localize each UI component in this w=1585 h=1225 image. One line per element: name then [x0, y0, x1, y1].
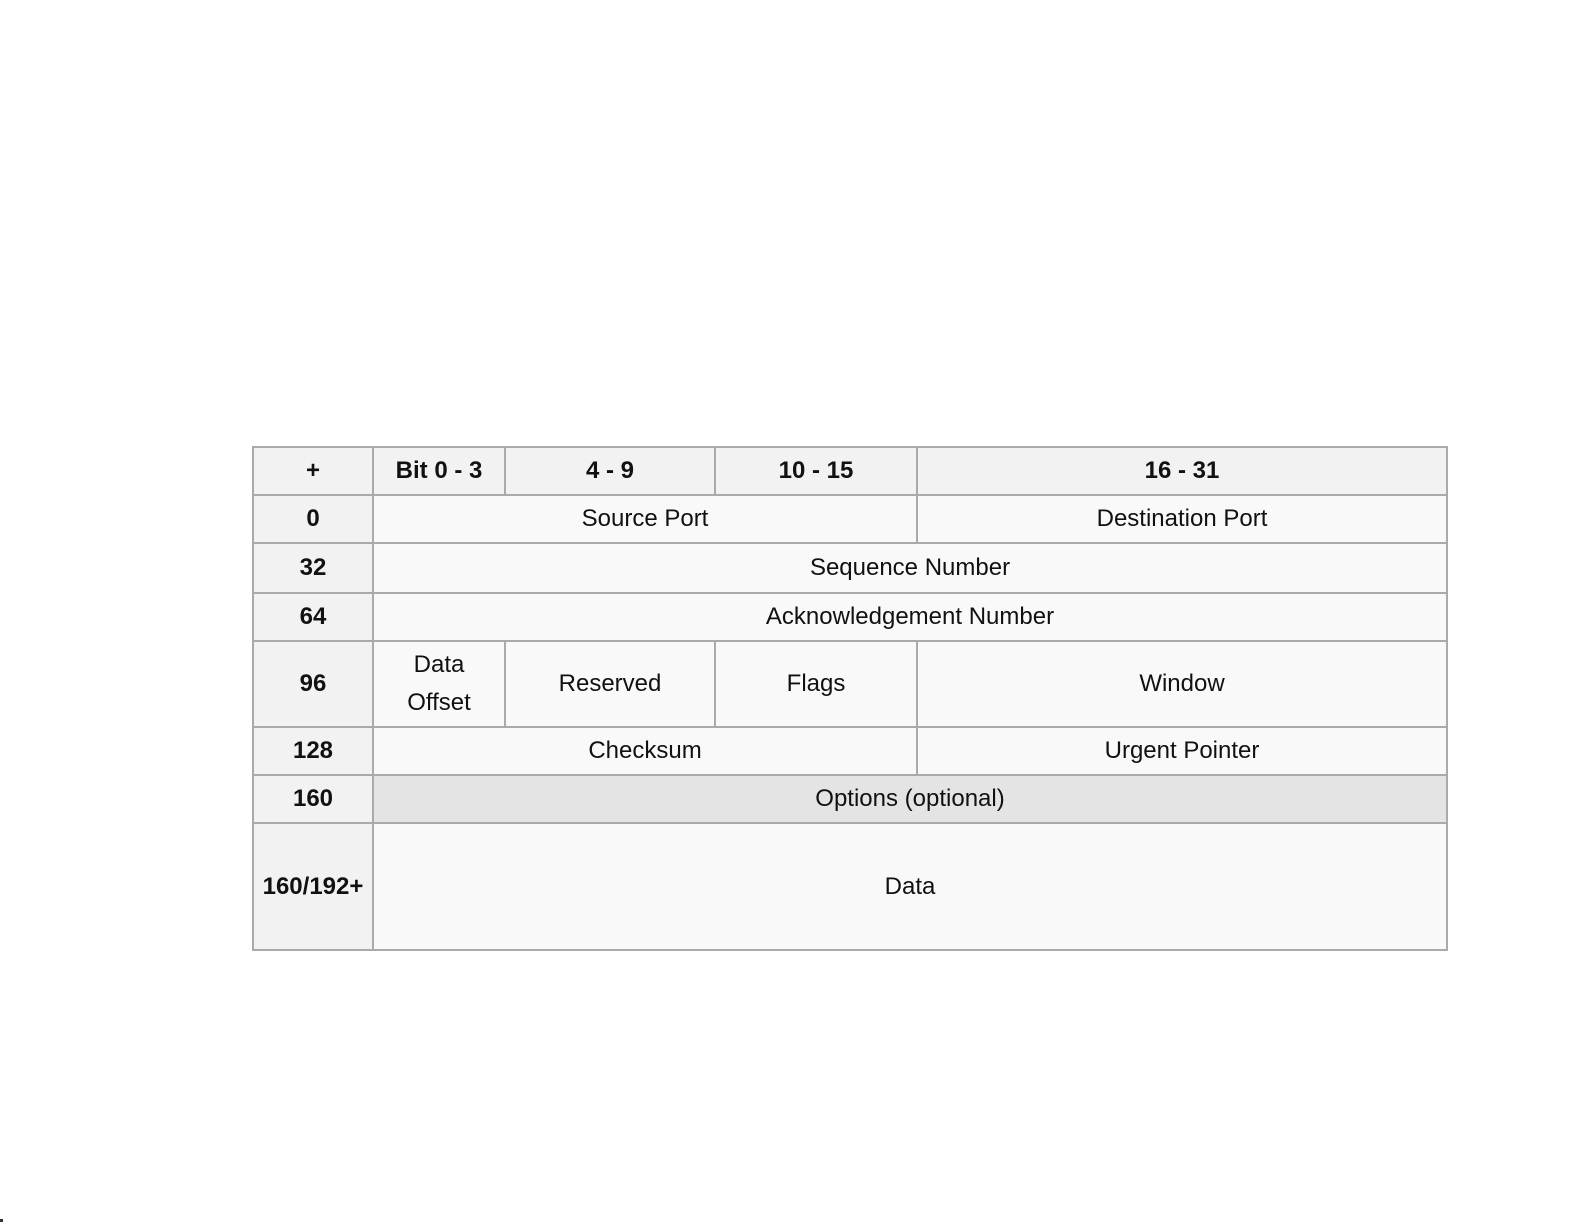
col-header-16-31: 16 - 31 — [917, 447, 1447, 495]
row-offset: 128 — [253, 727, 373, 775]
corner-header: + — [253, 447, 373, 495]
table-row — [253, 641, 1447, 727]
destination-port-cell: Destination Port — [917, 495, 1447, 543]
tcp-header-table — [252, 446, 1448, 951]
options-cell: Options (optional) — [373, 775, 1447, 823]
acknowledgement-number-cell: Acknowledgement Number — [373, 593, 1447, 641]
sequence-number-cell: Sequence Number — [373, 543, 1447, 593]
reserved-cell: Reserved — [505, 641, 715, 727]
table-row — [253, 593, 1447, 641]
flags-cell: Flags — [715, 641, 917, 727]
table-row — [253, 775, 1447, 823]
checksum-cell: Checksum — [373, 727, 917, 775]
row-offset: 64 — [253, 593, 373, 641]
data-offset-line-1: Data — [413, 651, 465, 678]
data-offset-cell — [373, 641, 505, 727]
row-offset: 96 — [253, 641, 373, 727]
col-header-bit-0-3: Bit 0 - 3 — [373, 447, 505, 495]
source-port-cell: Source Port — [373, 495, 917, 543]
stray-dot — [0, 1219, 3, 1222]
table-row — [253, 823, 1447, 950]
row-offset: 160/192+ — [253, 823, 373, 950]
row-offset: 160 — [253, 775, 373, 823]
row-offset: 0 — [253, 495, 373, 543]
row-offset: 32 — [253, 543, 373, 593]
col-header-4-9: 4 - 9 — [505, 447, 715, 495]
data-cell: Data — [373, 823, 1447, 950]
table-row — [253, 495, 1447, 543]
urgent-pointer-cell: Urgent Pointer — [917, 727, 1447, 775]
table-row — [253, 727, 1447, 775]
table-header-row — [253, 447, 1447, 495]
col-header-10-15: 10 - 15 — [715, 447, 917, 495]
window-cell: Window — [917, 641, 1447, 727]
table-row — [253, 543, 1447, 593]
data-offset-line-2: Offset — [407, 689, 471, 716]
